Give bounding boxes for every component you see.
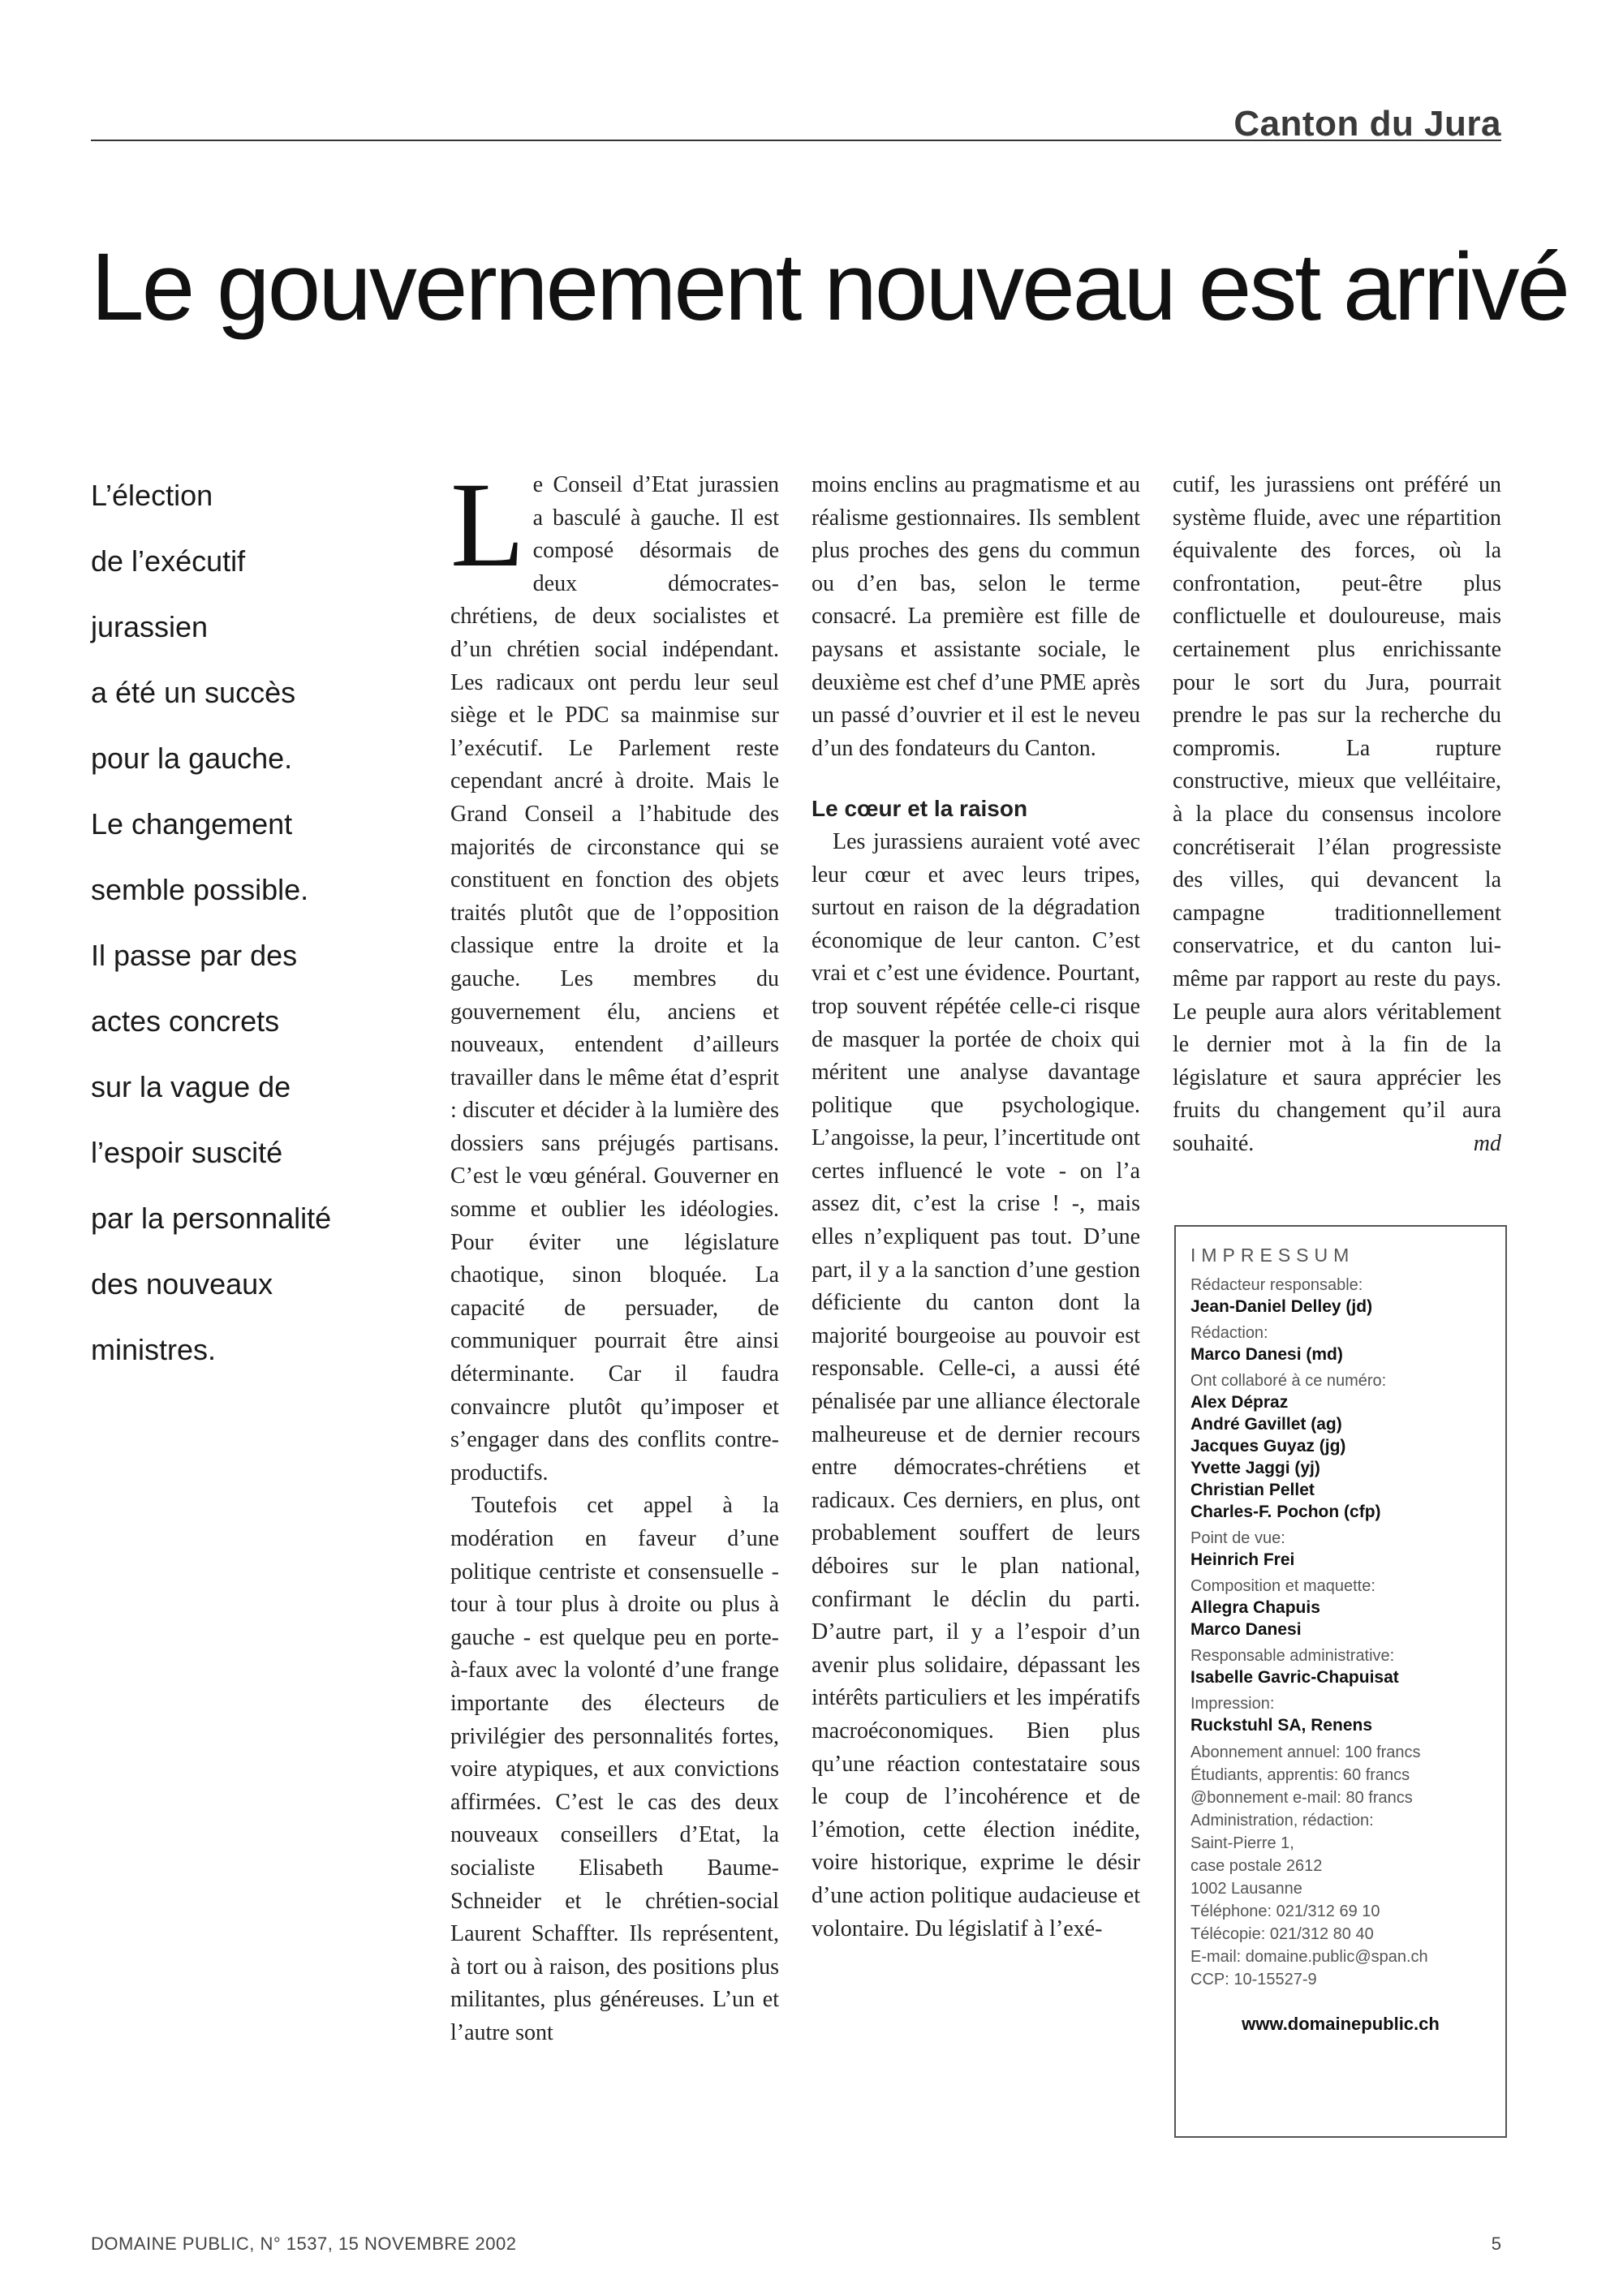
lead-line: actes concrets bbox=[91, 1004, 280, 1038]
paragraph: moins enclins au pragmatisme et au réalisme gestionnaires. Ils semblent plus proches des gens du commun ou d’en bas, selon le terme consacré. La première est fille de paysans et assistante sociale, le deuxième est chef d’une PME après un passé d’ouvrier et il est le neveu d’un des fondateurs du Canton. bbox=[812, 472, 1140, 761]
impressum-label: Responsable administrative: bbox=[1190, 1647, 1395, 1665]
impressum-line: Étudiants, apprentis: 60 francs bbox=[1190, 1766, 1410, 1784]
impressum-line: Abonnement annuel: 100 francs bbox=[1190, 1743, 1421, 1761]
lead-line: semble possible. bbox=[91, 873, 309, 906]
article-title: Le gouvernement nouveau est arrivé bbox=[91, 234, 1568, 341]
impressum-label: Rédaction: bbox=[1190, 1324, 1268, 1342]
paragraph: Toutefois cet appel à la modération en faveur d’une politique centriste et consensuelle - tour à tour plus à droite ou plus à gauche - est quelque peu en porte-à-faux avec la volonté d’une frange importante des électeurs de privilégier des personnalités fortes, voire atypiques, et aux convictions affirmées. C’est le cas des deux nouveaux conseillers d’Etat, la socialiste Elisabeth Baume-Schneider et le chrétien-social Laurent Schaffter. Ils représentent, à tort ou à raison, des positions plus militantes, plus généreuses. L’un et l’autre sont bbox=[450, 1493, 779, 2045]
impressum-line: 1002 Lausanne bbox=[1190, 1880, 1302, 1898]
lead-line: a été un succès bbox=[91, 676, 296, 709]
impressum-name: Christian Pellet bbox=[1190, 1481, 1315, 1499]
article-column-1 bbox=[450, 458, 779, 2050]
lead-line: des nouveaux bbox=[91, 1267, 273, 1301]
paragraph-text: e Conseil d’Etat jurassien a basculé à gauche. Il est composé désormais de deux démocrates-chrétiens, de deux socialistes et d’un chrétien social indépendant. Les radicaux ont perdu leur seul siège et le PDC sa mainmise sur l’exécutif. Le Parlement reste cependant ancré à droite. Mais le Grand Conseil a l’habitude des majorités de circonstance qui se constituent en fonction des objets traités plutôt que de l’opposition classique entre la droite et la gauche. Les membres du gouvernement élu, anciens et nouveaux, entendent d’ailleurs travailler dans le même état d’esprit : discuter et décider à la lumière des dossiers sans préjugés partisans. C’est le vœu général. Gouverner en somme et oublier les idéologies. Pour éviter une législature chaotique, sinon bloquée. La capacité de persuader, de communiquer pourrait être ainsi déterminante. Car il faudra convaincre plutôt qu’imposer et s’engager dans des conflits contre-productifs. bbox=[450, 472, 779, 1486]
impressum-label: Composition et maquette: bbox=[1190, 1577, 1375, 1595]
impressum-name: Jacques Guyaz (jg) bbox=[1190, 1437, 1346, 1455]
lead-line: ministres. bbox=[91, 1333, 217, 1366]
impressum-name: Yvette Jaggi (yj) bbox=[1190, 1459, 1320, 1477]
impressum-name: Heinrich Frei bbox=[1190, 1550, 1295, 1569]
impressum-line: CCP: 10-15527-9 bbox=[1190, 1971, 1317, 1989]
impressum-name: André Gavillet (ag) bbox=[1190, 1415, 1342, 1434]
impressum-line: @bonnement e-mail: 80 francs bbox=[1190, 1789, 1413, 1807]
subheading: Le cœur et la raison bbox=[812, 796, 1028, 822]
impressum-name: Jean-Daniel Delley (jd) bbox=[1190, 1297, 1373, 1316]
impressum-name: Marco Danesi bbox=[1190, 1620, 1302, 1639]
article-column-2 bbox=[812, 469, 1140, 1946]
impressum-details bbox=[1190, 1741, 1491, 1991]
lead-line: jurassien bbox=[91, 610, 209, 643]
impressum-box bbox=[1174, 1225, 1507, 2138]
impressum-line: case postale 2612 bbox=[1190, 1857, 1323, 1875]
impressum-line: Téléphone: 021/312 69 10 bbox=[1190, 1903, 1380, 1920]
impressum-name: Alex Dépraz bbox=[1190, 1393, 1289, 1412]
article-column-3 bbox=[1173, 469, 1501, 1160]
lead-line: L’élection bbox=[91, 479, 213, 512]
lead-line: pour la gauche. bbox=[91, 742, 293, 775]
lead-line: Le changement bbox=[91, 807, 293, 841]
impressum-line: Télécopie: 021/312 80 40 bbox=[1190, 1925, 1374, 1943]
impressum-name: Marco Danesi (md) bbox=[1190, 1345, 1343, 1364]
section-title: Canton du Jura bbox=[1233, 104, 1501, 144]
lead-line: de l’exécutif bbox=[91, 544, 246, 578]
paragraph: Les jurassiens auraient voté avec leur cœur et avec leurs tripes, surtout en raison de la dégradation économique de leur canton. C’est vrai et c’est une évidence. Pourtant, trop souvent répétée celle-ci risque de masquer la portée de choix qui méritent une analyse davantage politique que psychologique. L’angoisse, la peur, l’incertitude ont certes influencé le vote - on l’a assez dit, c’est la crise ! -, mais elles n’expliquent pas tout. D’une part, il y a la sanction d’une gestion déficiente du canton dont la majorité bourgeoise au pouvoir est responsable. Celle-ci, a aussi été pénalisée par une alliance électorale malheureuse et de dernier recours entre démocrates-chrétiens et radicaux. Ces derniers, en plus, ont probablement souffert de leurs déboires sur le plan national, confirmant le déclin du parti. D’autre part, il y a l’espoir d’un avenir plus solidaire, dépassant les intérêts particuliers et les impératifs macroéconomiques. Bien plus qu’une réaction contestataire sous le coup de l’incohérence et de l’émotion, cette élection inédite, voire historique, exprime le désir d’une action politique audacieuse et volontaire. Du législatif à l’exé- bbox=[812, 828, 1140, 1941]
website-link[interactable]: www.domainepublic.ch bbox=[1242, 2014, 1440, 2034]
impressum-line: E-mail: domaine.public@span.ch bbox=[1190, 1948, 1428, 1966]
impressum-name: Charles-F. Pochon (cfp) bbox=[1190, 1503, 1381, 1521]
impressum-label: Ont collaboré à ce numéro: bbox=[1190, 1372, 1387, 1390]
impressum-line: Saint-Pierre 1, bbox=[1190, 1834, 1294, 1852]
impressum-label: Impression: bbox=[1190, 1695, 1275, 1713]
impressum-name: Ruckstuhl SA, Renens bbox=[1190, 1716, 1373, 1735]
lead-line: Il passe par des bbox=[91, 939, 298, 972]
header-rule bbox=[91, 140, 1501, 141]
footer-publication: DOMAINE PUBLIC, N° 1537, 15 NOVEMBRE 2002 bbox=[91, 2234, 517, 2254]
impressum-name: Allegra Chapuis bbox=[1190, 1598, 1320, 1617]
paragraph-text: cutif, les jurassiens ont préféré un système fluide, avec une répartition équivalente des forces, où la confrontation, peut-être plus conflictuelle et douloureuse, mais certainement plus enrichissante pour le sort du Jura, pourrait prendre le pas sur la recherche du compromis. La rupture constructive, mieux que velléitaire, à la place du consensus incolore concrétiserait l’élan progressiste des villes, qui devancent la campagne traditionnellement conservatrice, et du canton lui-même par rapport au reste du pays. Le peuple aura alors véritablement le dernier mot à la fin de la législature et saura apprécier les fruits du changement qu’il aura souhaité. bbox=[1173, 472, 1501, 1156]
lead-line: l’espoir suscité bbox=[91, 1136, 283, 1169]
drop-cap: L bbox=[450, 458, 525, 592]
impressum-title: IMPRESSUM bbox=[1190, 1245, 1355, 1266]
impressum-line: Administration, rédaction: bbox=[1190, 1812, 1374, 1829]
impressum-name: Isabelle Gavric-Chapuisat bbox=[1190, 1668, 1399, 1687]
impressum-label: Point de vue: bbox=[1190, 1529, 1285, 1547]
page-number: 5 bbox=[1491, 2234, 1501, 2254]
lead-line: sur la vague de bbox=[91, 1070, 291, 1103]
article-lead bbox=[91, 462, 415, 1382]
lead-line: par la personnalité bbox=[91, 1202, 332, 1235]
impressum-label: Rédacteur responsable: bbox=[1190, 1276, 1363, 1294]
paragraph bbox=[1173, 469, 1501, 1160]
paragraph bbox=[450, 458, 779, 1490]
author-signature: md bbox=[1473, 1130, 1501, 1156]
